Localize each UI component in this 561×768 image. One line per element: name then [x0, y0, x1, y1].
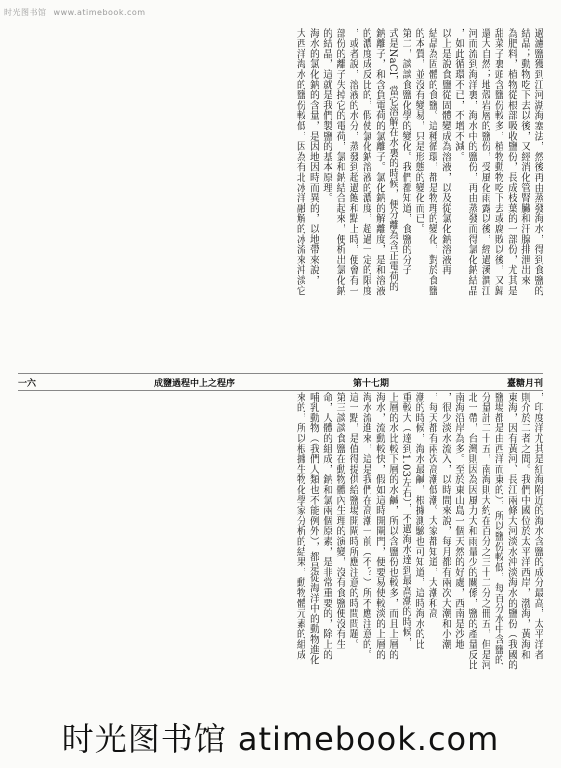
text-column: 北一帶，台灣則因為因風力大和雨量少的關係，鹽的產量反比 — [465, 392, 477, 671]
text-column: 河而流到海洋裏，海水中的鹽份，再由蒸發而得氯化鈉結晶 — [465, 28, 477, 296]
text-column: 則介於二者之間。我們中國位於太平洋西岸，渤海，黃海和 — [518, 392, 530, 660]
text-column: 大西洋海水的鹽份較低，因為有北冰洋融解的冰流來沖淡它 — [294, 28, 306, 296]
text-column: 鹽場都是由西洋而東的），所以鹽份較低，每百分水中含鹽的 — [492, 392, 504, 666]
top-watermark-name: 时光图书馆 — [4, 8, 47, 17]
text-column: ，很少淡水流入，以時間來說，每月都有兩次大潮和小潮 — [439, 392, 451, 650]
header-page-number: 一六 — [18, 378, 37, 389]
bottom-watermark: 时光图书馆 atimebook.com — [61, 720, 500, 758]
text-column: 式是NaCl，當它溶解在水裏的時候，便分離為含正電荷的 — [386, 28, 398, 292]
text-column: 的濃度成反比的，假使氯化鈉溶液的濃度，超過一定的限度 — [360, 28, 372, 296]
text-column: 來的，所以根據生物化學家分析的結果，動物體元素的組成 — [294, 392, 306, 660]
text-column: 過濾鹽獲到江河湖海塞法，然後再由蒸發海水，得到食鹽的 — [532, 28, 543, 296]
text-column: ，印度洋尤其是紅海附近的海水含鹽的成分最高，太平洋者 — [532, 392, 543, 660]
text-column: ，如此循環不已，不增不減。 — [452, 28, 464, 162]
text-column: 以上是說食鹽從固體變成為溶液，以及從氯化鈉溶液再 — [439, 28, 451, 276]
running-header — [18, 375, 543, 389]
text-column: 這一點，是值得提供給鹽場開閘時所應注意的時間問題。 — [347, 392, 359, 650]
lower-text-block — [294, 392, 543, 687]
text-column: ，每天都有兩次高潮低潮。大家都知道，大潮和高 — [426, 392, 438, 619]
text-column: 東海，因有黃河、長江兩條大河淡水沖淡海水的鹽份（我國的 — [505, 392, 517, 671]
text-column: 結晶為固體的食鹽。這種循環，都是物理的變化，對於食鹽 — [426, 28, 438, 296]
text-column: 鈉離子，和含負電荷的氯離子。氯化鈉的解離度，是和溶液 — [373, 28, 385, 296]
header-rule-bottom — [18, 390, 543, 391]
text-column: 南海沿岸為多。至於東山島一個天然的好處，西南是沙地 — [452, 392, 464, 650]
text-column: ，或者說，溶液的水分，蒸發到超過飽和點上時，便會有一 — [347, 28, 359, 296]
text-column: 部份的離子失掉它的電荷，氯和鈉結合起來，便析出氯化鈉 — [333, 28, 345, 296]
text-column: 哺乳動物（我們人類也不能例外），都是從海洋中的動物進化 — [307, 392, 319, 666]
text-column: 海水，流動較快，假如這時開閘門，便要易使較淡的上層的 — [373, 392, 385, 660]
text-column: 甜菜子裏頭含鹽份較多，植物動物吃下去或腐敗以後，又歸 — [492, 28, 504, 296]
text-column: 為肥料，植物從根部吸收鹽份，長成枝葉的一部份，尤其是 — [505, 28, 517, 296]
header-section-title: 成鹽過程中上之程序 — [153, 378, 235, 389]
text-column: 的本質，並沒有變易，只是形態的變化而已。 — [413, 28, 425, 234]
text-column: 命，人體的組成，鈉和氯兩個原素，是非常重要的，除上的 — [320, 392, 332, 660]
header-journal-title: 臺糖月刊 — [506, 378, 543, 389]
text-column: 海水流進來，這是我們在高潮一前（不？）所不應注意的。 — [360, 392, 372, 660]
text-column: 的結晶，這就是我們製鹽的基本原理。 — [320, 28, 332, 204]
header-rule-top — [18, 373, 543, 374]
text-column: 重較大（達到1.03左右），不過海水達到最高潮的時候， — [399, 392, 411, 648]
header-issue: 第十七期 — [352, 378, 389, 389]
text-column: 第三談談食鹽在動物體內生理的演變，沒有食鹽便沒有生 — [333, 392, 345, 650]
text-column: 結晶；動物吃下去以後，又經消化管腎臟和汗腺排泄出來 — [518, 28, 530, 286]
top-watermark — [4, 7, 150, 18]
text-column: 還大自然；地殼岩層的鹽份，受風化雨露以後，經過溪澗江 — [479, 28, 491, 296]
top-watermark-url: www.atimebook.com — [53, 8, 146, 17]
text-column: 上層的水比較下層的水鹹，所以含鹽份也較多，而且上層的 — [386, 392, 398, 660]
upper-text-block — [294, 28, 543, 372]
text-column: 第二，談談食鹽化學的變化。我們都知道，食鹽的分子 — [399, 28, 411, 276]
text-column: 潮的時候，海水最鹹，根據測驗也可知道，這時海水的比 — [413, 392, 425, 650]
text-column: 海水的氯化鈉的含量，是因地因時而異的，以地帶來說， — [307, 28, 319, 286]
text-column: 分量計二十五，南海則大約在百分之三十二分之冊五，但是河 — [479, 392, 491, 671]
